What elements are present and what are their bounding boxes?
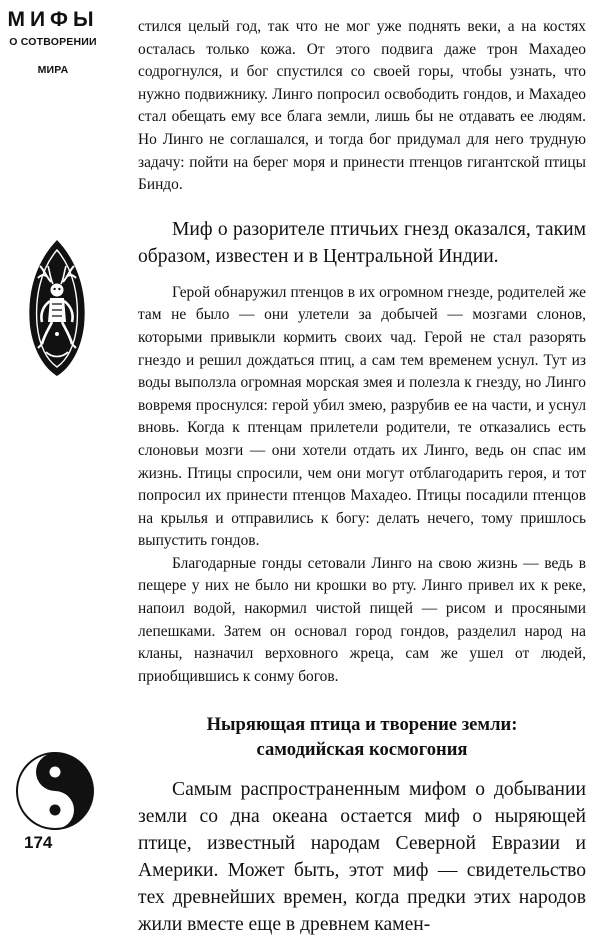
lead-paragraph: Миф о разорителе птичьих гнезд оказался, таким образом, известен и в Центральной Индии. (138, 218, 586, 267)
series-subtitle-line-1: О СОТВОРЕНИИ (9, 36, 97, 48)
paragraph-1: стился целый год, так что не мог уже поднять веки, а на костях осталась только кожа. От этого подвига даже трон Махадео содрогнулся, и бог спустился со своей горы, чтобы узнать, что нужно подвижнику. Линго попросил освободить гондов, и Махадео стал обещать ему все блага земли, лишь бы не отдавать ее людям. Но Линго не соглашался, и тогда бог придумал для него трудную задачу: пойти на берег моря и принести птенцов гигантской птицы Биндо. (138, 18, 586, 194)
main-text (138, 16, 586, 938)
paragraph-2: Герой обнаружил птенцов в их огромном гнезде, родителей же там не было — они улетели за добычей — мозгами слонов, которыми привыкли кормить своих чад. Герой не стал разорять гнездо и решил дождаться птиц, а сам тем временем уснул. Тут из воды выползла огромная морская змея и полезла к гнезду, но Линго вовремя проснулся: герой убил змею, разрубив ее на части, и уснул вновь. Когда к птенцам прилетели родители, те отказались есть слоновьи мозги — они хотели отдать их Линго, ведь он спас им жизнь. Птицы спросили, чем они могут отблагодарить героя, и тот попросил их принести птенцов Махадео. Птицы посадили птенцов на крылья и отправились к богу: делать нечего, тому пришлось выпустить гондов. (138, 283, 586, 550)
page-number: 174 (24, 833, 53, 852)
paragraph-4: Самым распространенным мифом о добывании земли со дна океана остается миф о ныряющей птице, известный народам Северной Евразии и Америки. Может быть, этот миф — свидетельство тех древнейших времен, когда предки этих народов жили вместе еще в древнем камен- (138, 779, 586, 936)
section-heading-line-1: Ныряющая птица и творение земли: (206, 714, 518, 736)
section-heading-line-2: самодийская космогония (256, 739, 468, 761)
yin-yang-icon (15, 751, 95, 831)
series-subtitle-line-2: МИРА (37, 64, 69, 76)
sidebar (0, 0, 112, 872)
series-title: МИФЫ (7, 8, 99, 31)
section-heading (138, 712, 586, 762)
paragraph-3: Благодарные гонды сетовали Линго на свою жизнь — ведь в пещере у них не было ни крошки во рту. Линго привел их к реке, напоил водой, накормил чистой пищей — рисом и просяными лепешками. Затем он основал город гондов, разделил народ на кланы, назначил верховного жреца, сам же ушел от людей, приобщившись к сонму богов. (138, 554, 586, 685)
shaman-figure-leaf-icon (26, 238, 88, 378)
